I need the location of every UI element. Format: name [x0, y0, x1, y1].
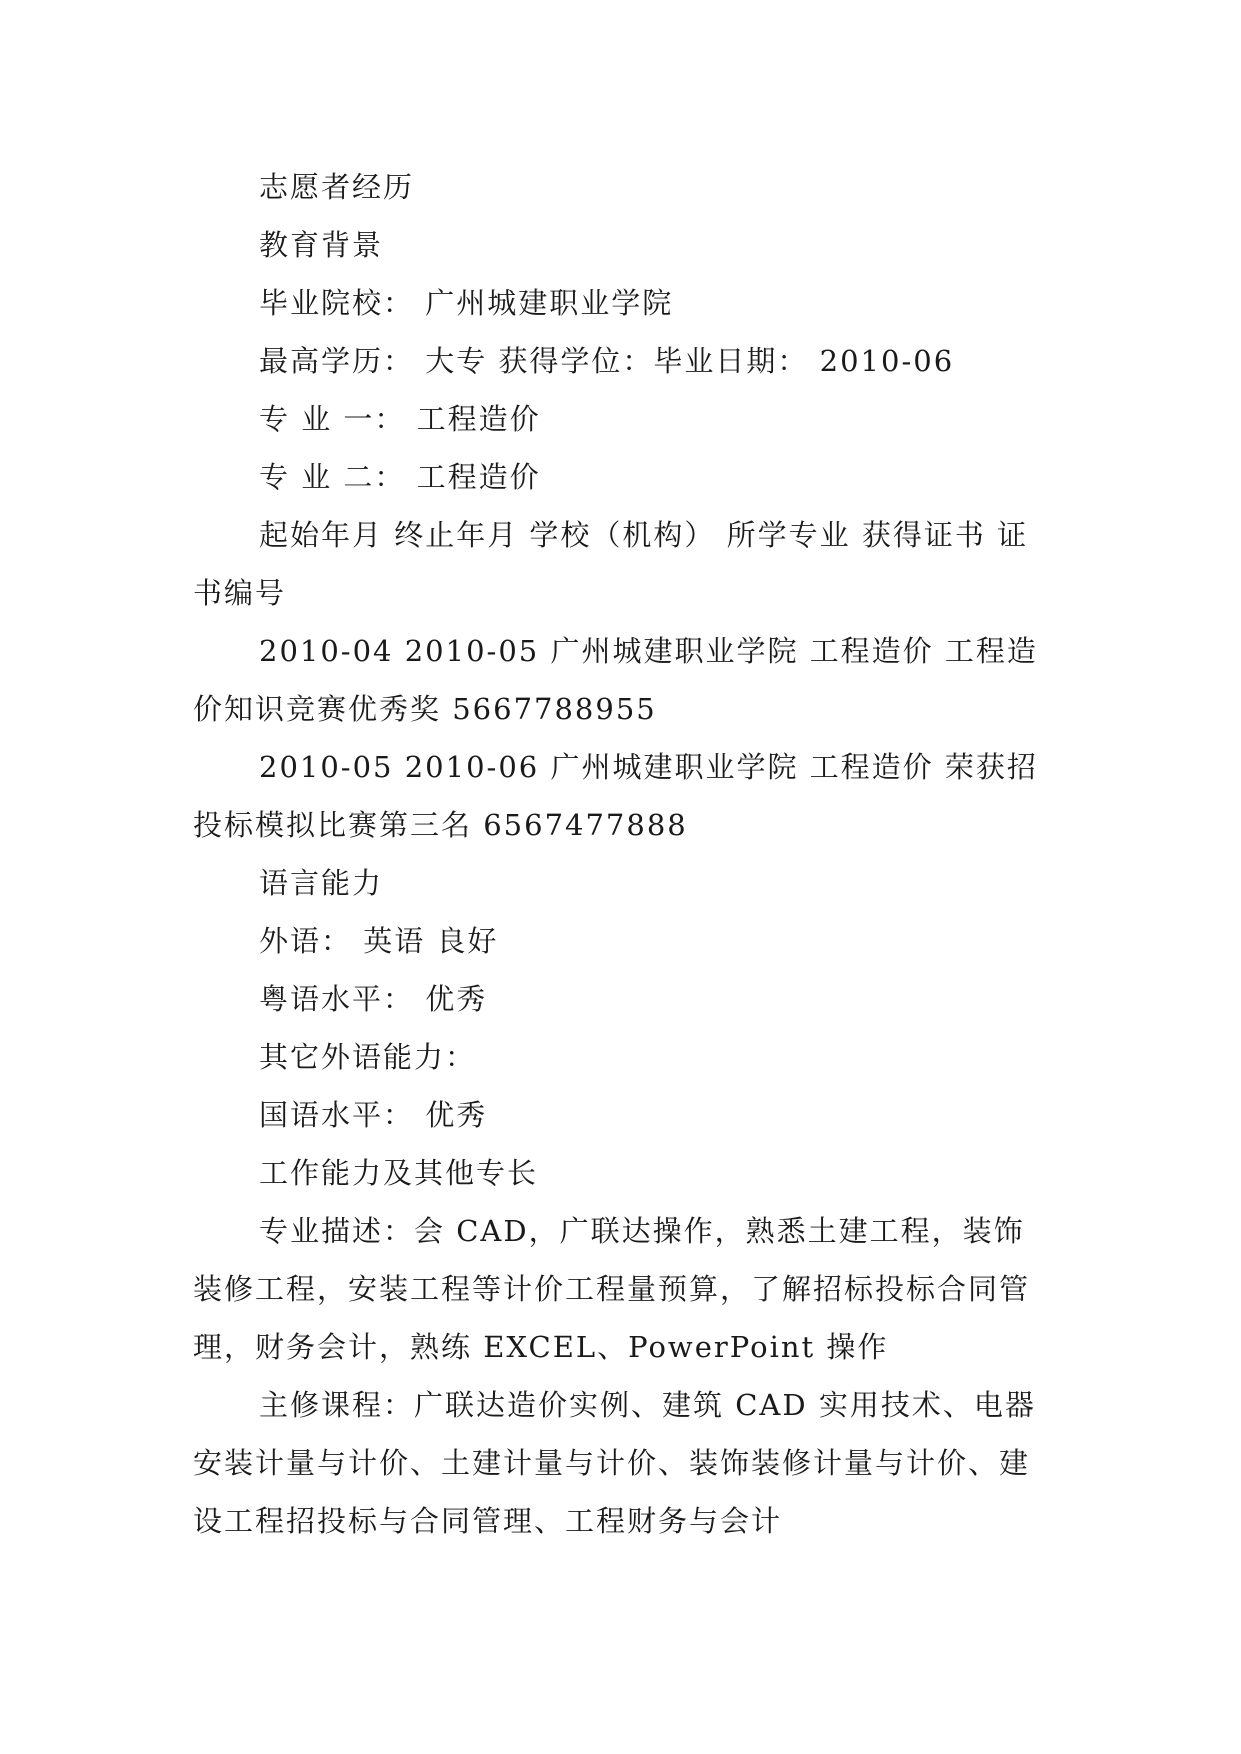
other-foreign-language-line: 其它外语能力： — [259, 1040, 477, 1074]
graduate-school-line: 毕业院校： 广州城建职业学院 — [259, 286, 674, 320]
main-courses: 主修课程：广联达造价实例、建筑 CAD 实用技术、电器安装计量与计价、土建计量与计价、装饰装修计量与计价、建设工程招投标与合同管理、工程财务与会计 — [193, 1388, 1036, 1538]
professional-description: 专业描述：会 CAD，广联达操作，熟悉土建工程，装饰装修工程，安装工程等计价工程量预算，了解招标投标合同管理，财务会计，熟练 EXCEL、PowerPoint 操作 — [193, 1214, 1031, 1364]
heading-education: 教育背景 — [259, 228, 384, 262]
document-body — [193, 158, 1053, 1550]
education-record-1: 2010-04 2010-05 广州城建职业学院 工程造价 工程造价知识竞赛优秀奖 5667788955 — [193, 634, 1038, 726]
major-one-line: 专 业 一： 工程造价 — [259, 402, 541, 436]
heading-language-ability: 语言能力 — [259, 866, 384, 900]
mandarin-level-line: 国语水平： 优秀 — [259, 1098, 488, 1132]
heading-volunteer-experience: 志愿者经历 — [259, 170, 415, 204]
cantonese-level-line: 粤语水平： 优秀 — [259, 982, 488, 1016]
highest-degree-line: 最高学历： 大专 获得学位：毕业日期： 2010-06 — [259, 344, 955, 378]
education-table-header: 起始年月 终止年月 学校（机构） 所学专业 获得证书 证书编号 — [193, 518, 1029, 610]
heading-work-skills: 工作能力及其他专长 — [259, 1156, 539, 1190]
major-two-line: 专 业 二： 工程造价 — [259, 460, 541, 494]
education-record-2: 2010-05 2010-06 广州城建职业学院 工程造价 荣获招投标模拟比赛第三名 6567477888 — [193, 750, 1038, 842]
foreign-language-line: 外语： 英语 良好 — [259, 924, 499, 958]
